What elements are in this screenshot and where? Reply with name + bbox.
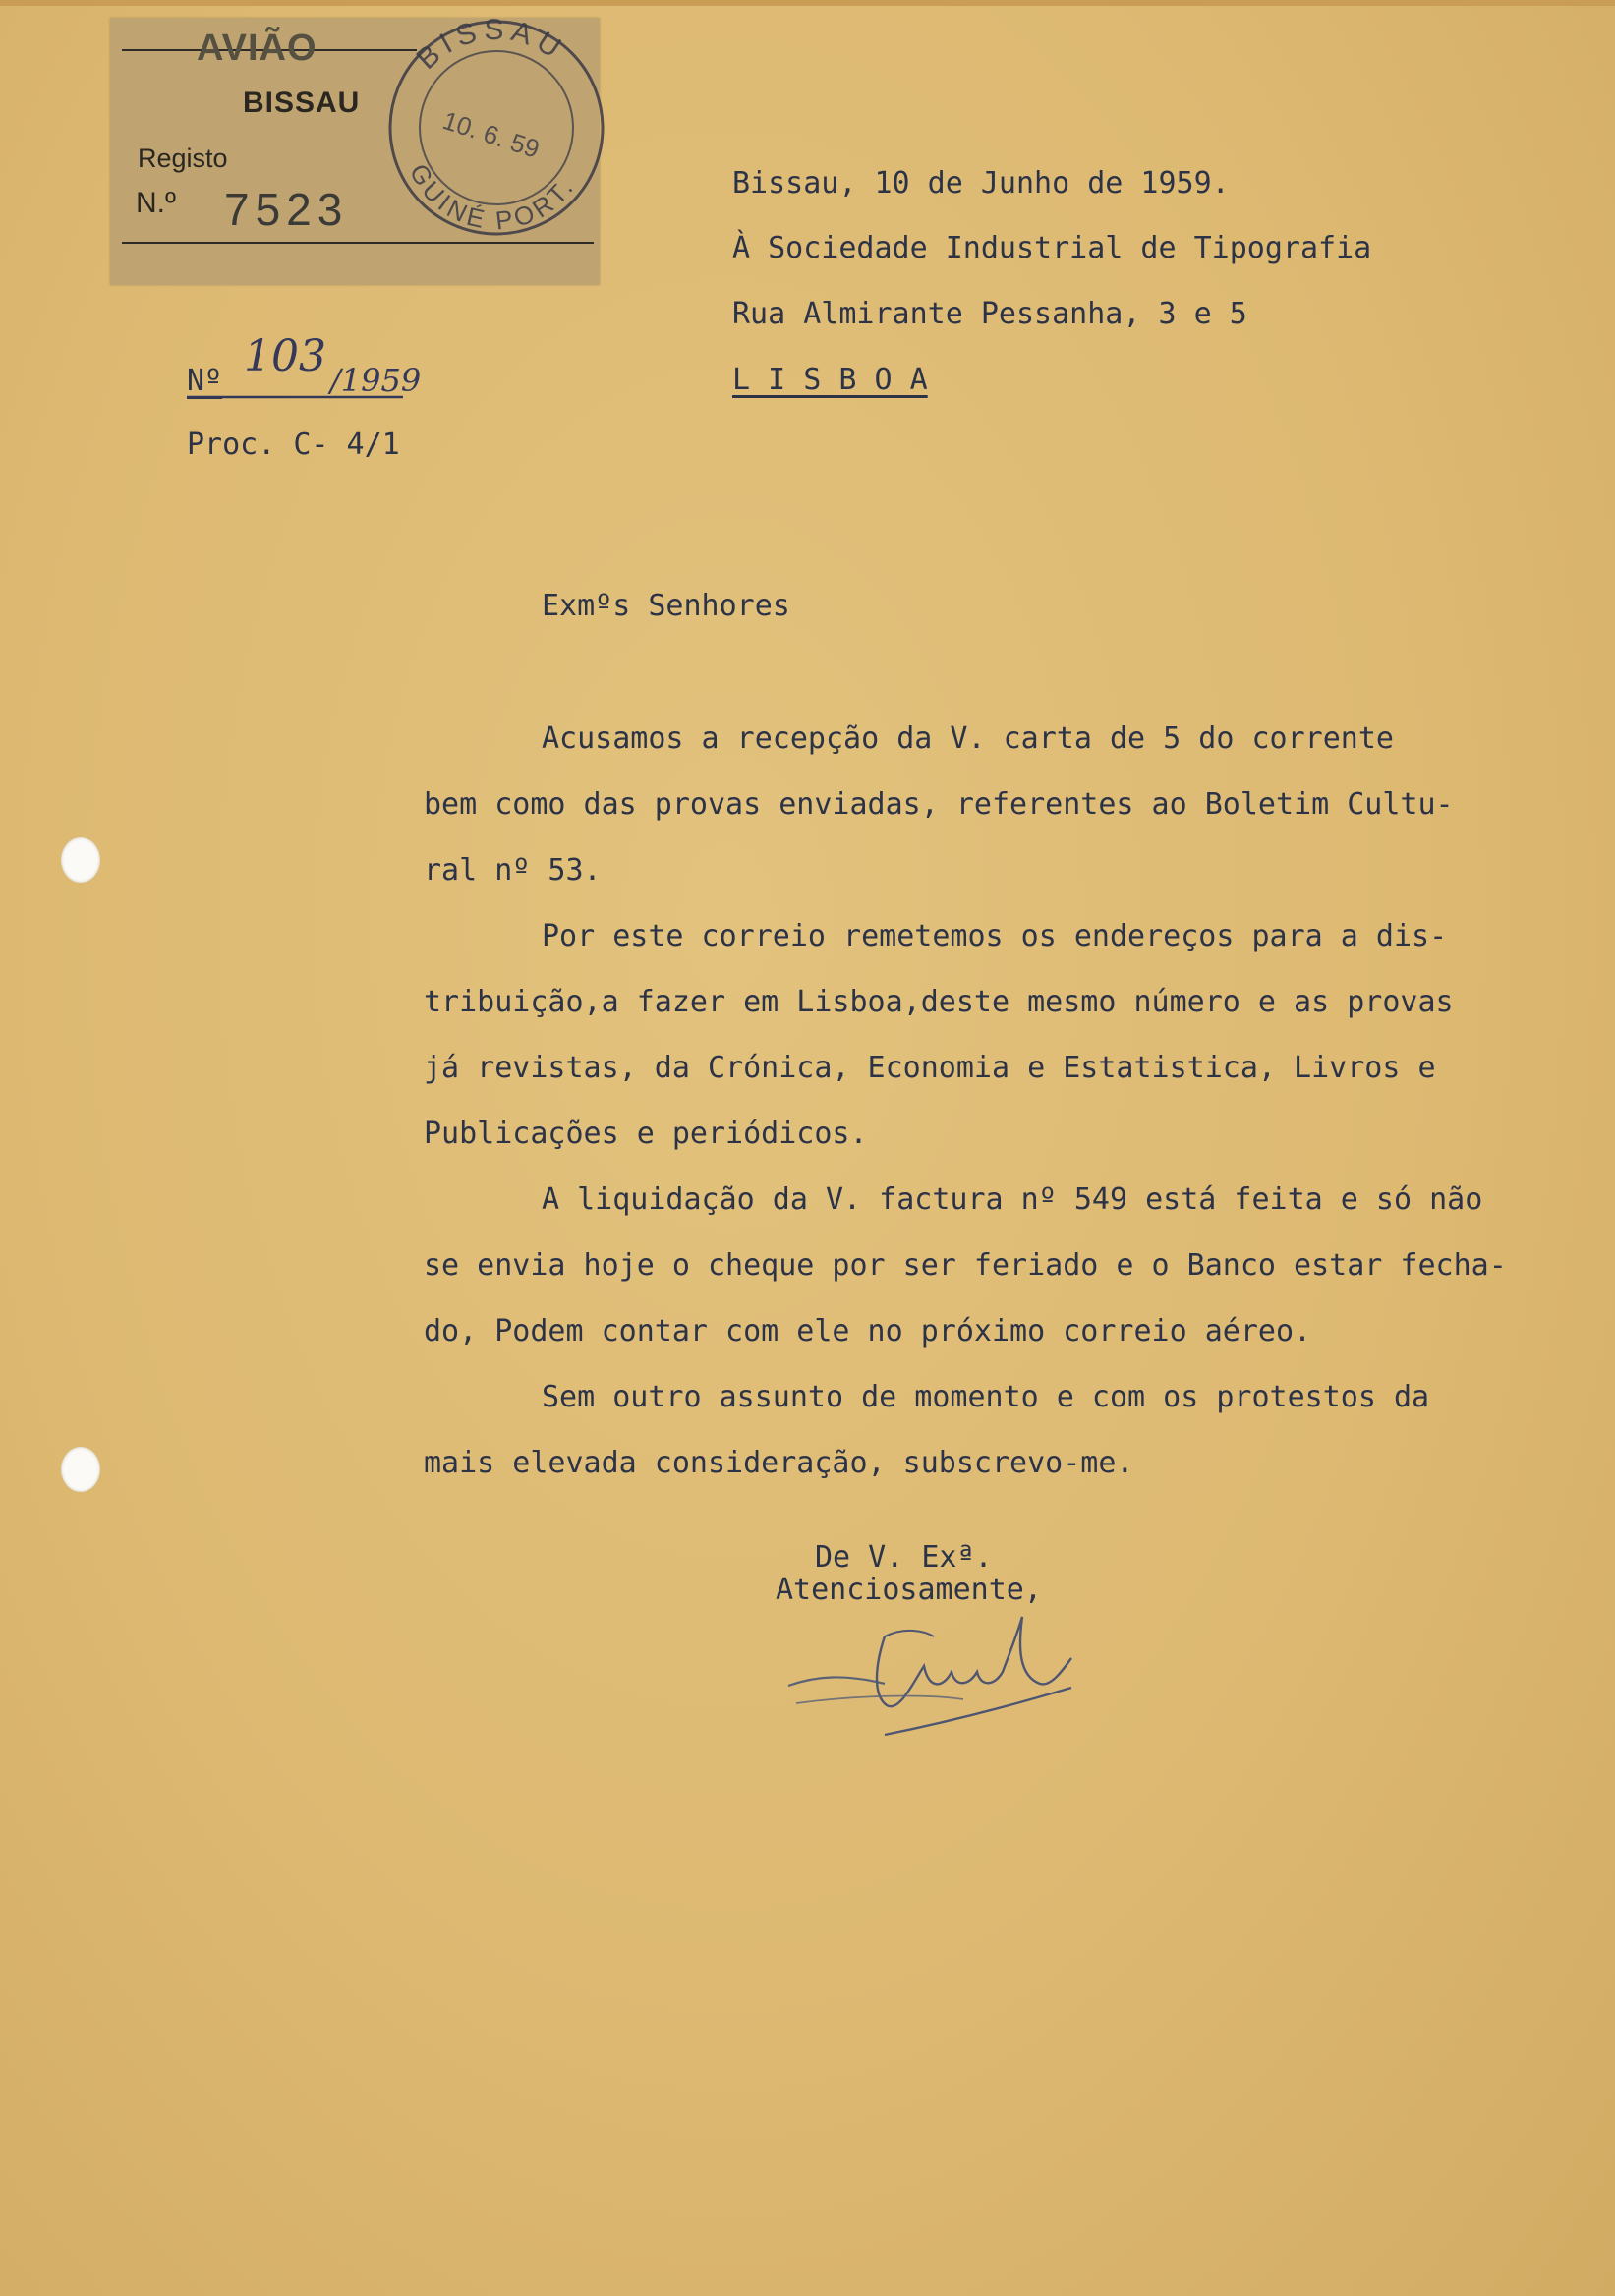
label-number-prefix: N.º: [136, 187, 176, 219]
body-line: ral nº 53.: [424, 853, 602, 888]
city: L I S B O A: [732, 363, 928, 397]
body-line: A liquidação da V. factura nº 549 está feita e só não: [542, 1182, 1483, 1217]
label-place: BISSAU: [243, 86, 361, 119]
reference-underline: [187, 393, 405, 401]
body-line: se envia hoje o cheque por ser feriado e o Banco estar fecha-: [424, 1248, 1507, 1283]
body-line: Acusamos a recepção da V. carta de 5 do corrente: [542, 721, 1394, 756]
postmark-top-text: BISSAU: [410, 18, 572, 77]
street-address: Rua Almirante Pessanha, 3 e 5: [732, 297, 1247, 331]
closing-line-1: De V. Exª.: [815, 1540, 993, 1575]
closing-line-2: Atenciosamente,: [776, 1573, 1042, 1607]
postmark-stamp: [263, 18, 617, 254]
body-line: do, Podem contar com ele no próximo correio aéreo.: [424, 1314, 1312, 1349]
body-line: Por este correio remetemos os endereços para a dis-: [542, 919, 1448, 953]
body-line: já revistas, da Crónica, Economia e Estatistica, Livros e: [424, 1051, 1436, 1085]
process-number: Proc. C- 4/1: [187, 428, 400, 462]
handwritten-signature: [777, 1597, 1091, 1745]
label-via: AVIÃO: [197, 28, 317, 69]
body-line: mais elevada consideração, subscrevo-me.: [424, 1446, 1134, 1480]
body-line: tribuição,a fazer em Lisboa,deste mesmo número e as provas: [424, 985, 1454, 1019]
salutation: Exmºs Senhores: [542, 589, 790, 623]
registration-number: 7523: [224, 184, 349, 235]
punch-hole-bottom: [61, 1447, 100, 1492]
addressee: À Sociedade Industrial de Tipografia: [732, 231, 1372, 265]
reference-year: /1959: [330, 362, 422, 399]
reference-number-handwritten: 103: [244, 331, 326, 381]
postmark-date: 10. 6. 59: [438, 105, 544, 164]
reference-prefix: Nº: [187, 364, 223, 398]
punch-hole-top: [61, 837, 100, 883]
body-line: Publicações e periódicos.: [424, 1117, 868, 1151]
date-line: Bissau, 10 de Junho de 1959.: [732, 166, 1230, 201]
paper-edge: [0, 0, 1615, 6]
body-line: bem como das provas enviadas, referentes ao Boletim Cultu-: [424, 787, 1454, 822]
postmark-bottom-text: GUINÉ PORT.: [403, 158, 581, 236]
body-line: Sem outro assunto de momento e com os protestos da: [542, 1380, 1430, 1414]
label-registo: Registo: [138, 144, 228, 173]
